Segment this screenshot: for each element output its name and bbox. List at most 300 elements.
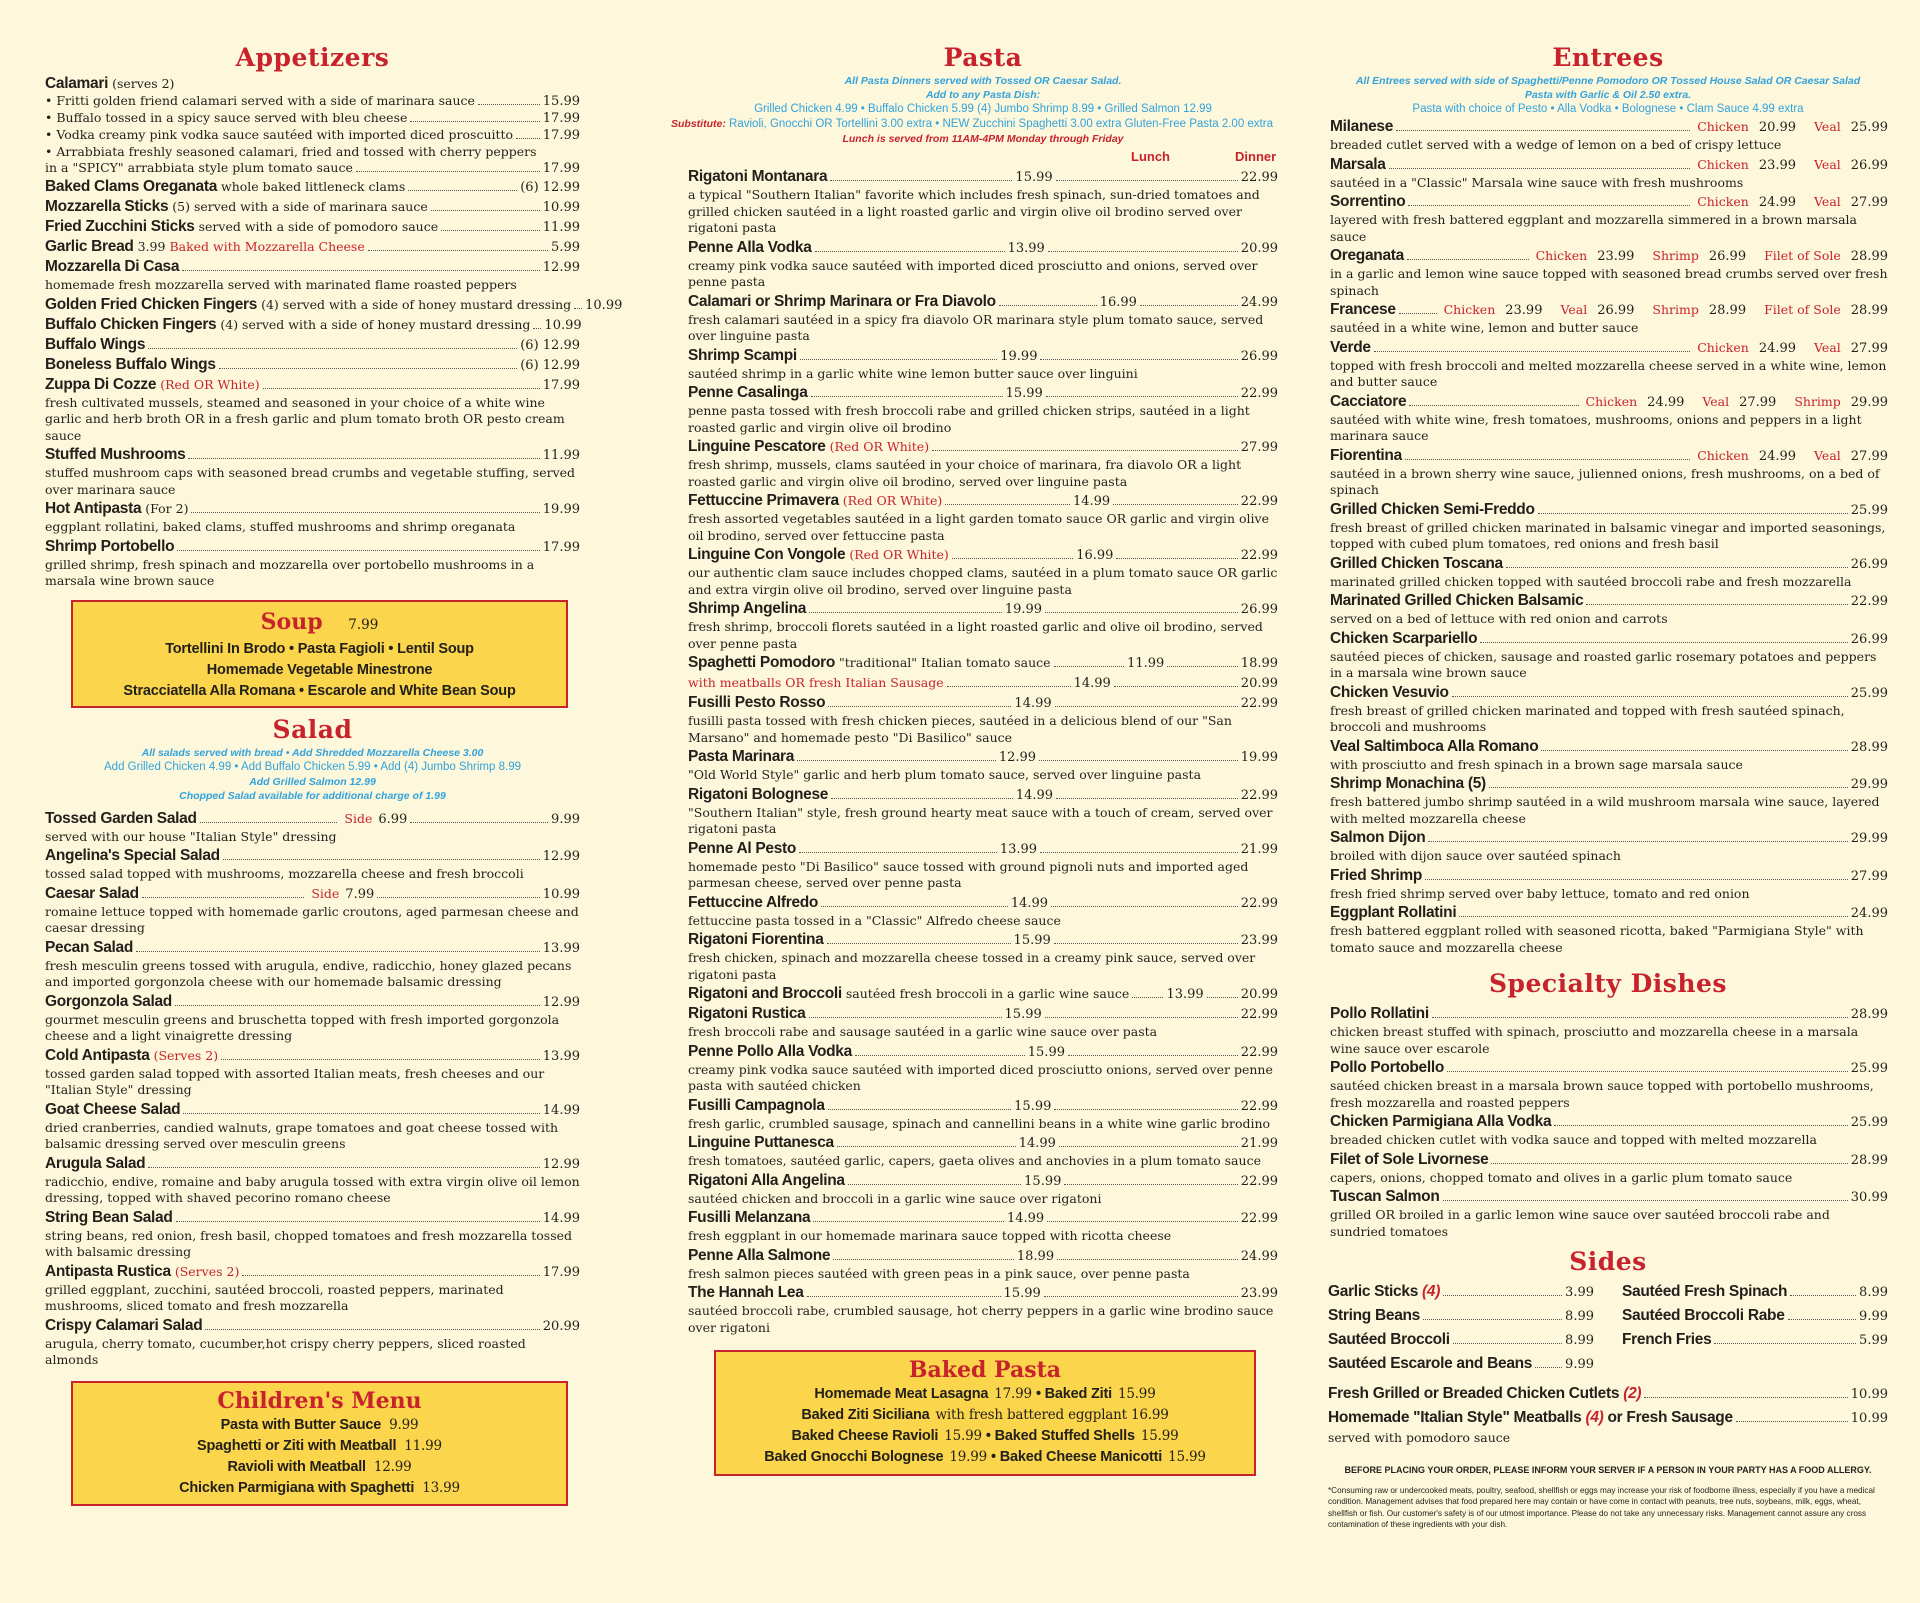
menu-item	[45, 217, 580, 237]
lunch-price: 18.99	[1016, 1248, 1055, 1264]
dot-leader	[833, 1259, 1014, 1260]
dinner-price: 24.99	[1240, 1248, 1278, 1264]
item-price: 15.99	[542, 94, 580, 109]
item-price: 26.99	[1850, 157, 1888, 173]
menu-item-row	[1330, 903, 1888, 923]
menu-item	[45, 884, 580, 937]
item-description: fettuccine pasta tossed in a "Classic" Alfredo cheese sauce	[688, 912, 1061, 928]
salad-note: All salads served with bread • Add Shredded Mozzarella Cheese 3.00	[141, 746, 484, 759]
menu-item-row	[45, 177, 580, 197]
item-name: Golden Fried Chicken Fingers	[45, 295, 258, 313]
lunch-price: 13.99	[1166, 987, 1204, 1002]
item-price: 26.99	[1850, 556, 1888, 572]
dot-leader	[1167, 666, 1238, 667]
dot-leader	[1491, 1163, 1847, 1164]
appetizers-title: Appetizers	[235, 43, 390, 72]
item-name: Gorgonzola Salad	[45, 992, 172, 1010]
dot-leader	[1374, 351, 1690, 352]
calamari-option	[45, 127, 580, 144]
menu-item-row	[688, 1246, 1278, 1266]
item-description: fresh breast of grilled chicken marinated and topped with fresh sautéed spinach, broccoli and mushrooms	[1330, 702, 1845, 734]
item-side-label: Side	[311, 885, 340, 901]
dot-leader	[1408, 205, 1690, 206]
item-description: served with pomodoro sauce	[1328, 1430, 1511, 1445]
item-name: Sautéed Fresh Spinach	[1622, 1283, 1788, 1300]
item-name: Homemade Meat Lasagna	[814, 1386, 989, 1402]
item-description: fresh breast of grilled chicken marinated in balsamic vinegar and imported seasonings, topped with cubed plum tomatoes, red onions and fresh basil	[1330, 519, 1886, 551]
menu-item	[688, 1133, 1278, 1170]
menu-item-row	[45, 355, 580, 375]
dinner-price: 22.99	[1240, 494, 1279, 509]
item-name: Buffalo Wings	[45, 335, 146, 353]
item-name: Pasta with Butter Sauce	[220, 1416, 382, 1433]
menu-item	[1330, 1058, 1888, 1111]
dot-leader	[1405, 459, 1690, 460]
protein-option: Chicken	[1697, 119, 1749, 134]
item-name: Baked Clams Oreganata	[45, 178, 218, 195]
dot-leader	[1048, 251, 1238, 252]
item-name: Fresh Grilled or Breaded Chicken Cutlets	[1328, 1385, 1620, 1402]
dot-leader	[176, 1221, 540, 1222]
item-name: Chicken Parmigiana with Spaghetti	[179, 1479, 415, 1496]
item-side-price: 7.99	[345, 886, 375, 902]
item-description: creamy pink vodka sauce sautéed with imported diced prosciutto and onions, served over penne pasta	[688, 257, 1258, 289]
menu-item-row	[688, 673, 1278, 693]
item-description: sautéed in a white wine, lemon and butter sauce	[1330, 320, 1639, 335]
menu-item	[688, 545, 1278, 598]
item-extra: served with a side of pomodoro sauce	[198, 219, 439, 234]
item-name: Chicken Parmigiana Alla Vodka	[1330, 1113, 1552, 1130]
menu-item-row	[688, 1133, 1278, 1153]
dot-leader	[831, 798, 1013, 799]
item-price: 29.99	[1850, 394, 1888, 410]
item-name: Spaghetti or Ziti with Meatball	[197, 1437, 397, 1454]
menu-item-row	[1330, 246, 1888, 266]
dinner-header: Dinner	[1235, 149, 1277, 164]
sides-extra	[1328, 1382, 1888, 1447]
calamari-option	[45, 110, 580, 127]
dot-leader	[148, 348, 517, 349]
menu-item	[1330, 155, 1888, 192]
menu-item-row	[45, 1100, 580, 1120]
item-name: Shrimp Scampi	[688, 346, 797, 364]
menu-item-row	[1330, 117, 1888, 137]
dinner-price: 22.99	[1240, 1098, 1278, 1114]
item-name-suffix: or Fresh Sausage	[1607, 1409, 1733, 1426]
menu-item-row	[45, 1154, 580, 1174]
pasta-title: Pasta	[943, 43, 1023, 72]
dinner-price: 21.99	[1240, 1136, 1279, 1151]
dot-leader	[574, 308, 582, 309]
item-description: fresh mesculin greens tossed with arugula, endive, radicchio, honey glazed pecans and imported gorgonzola cheese with our homemade balsamic dressing	[45, 957, 572, 989]
item-price: 17.99	[542, 111, 580, 126]
lunch-price: 15.99	[1003, 1286, 1041, 1301]
item-option: with meatballs OR fresh Italian Sausage	[688, 675, 944, 690]
option-text: • Arrabbiata freshly seasoned calamari, fried and tossed with cherry peppers	[45, 144, 537, 159]
menu-item-row	[45, 315, 580, 335]
menu-item	[1330, 554, 1888, 591]
dinner-price: 22.99	[1240, 1211, 1278, 1226]
entrees-list	[1328, 117, 1888, 956]
item-price: 14.99	[542, 1210, 580, 1226]
item-price: 28.99	[1850, 1007, 1888, 1022]
menu-item	[45, 992, 580, 1045]
menu-item-row	[1330, 1058, 1888, 1078]
protein-option: Shrimp	[1652, 302, 1699, 317]
item-description: fresh chicken, spinach and mozzarella cheese tossed in a creamy pink sauce, served over rigatoni pasta	[688, 950, 1256, 982]
dot-leader	[533, 328, 541, 329]
dot-leader	[182, 270, 540, 271]
item-description: homemade fresh mozzarella served with marinated flame roasted peppers	[45, 277, 517, 292]
item-name: Mozzarella Di Casa	[45, 258, 180, 275]
dot-leader	[1045, 1017, 1238, 1018]
dinner-price: 22.99	[1240, 1173, 1279, 1189]
lunch-price: 15.99	[1027, 1044, 1065, 1060]
item-price: 22.99	[1850, 594, 1888, 609]
item-description: fresh eggplant in our homemade marinara sauce topped with ricotta cheese	[688, 1228, 1172, 1243]
item-description: fresh shrimp, mussels, clams sautéed in your choice of marinara, fra diavolo OR a light roasted garlic and virgin olive oil brodino, served over linguine pasta	[688, 457, 1242, 489]
menu-item	[1330, 591, 1888, 628]
item-description: fresh fried shrimp served over baby lettuce, tomato and red onion	[1330, 885, 1750, 901]
dot-leader	[799, 852, 997, 853]
item-name: Sautéed Broccoli Rabe	[1622, 1307, 1785, 1324]
lunch-price: 14.99	[1014, 696, 1052, 711]
item-name: Garlic Sticks	[1328, 1283, 1419, 1300]
substitute-label: Substitute:	[671, 118, 726, 130]
item-name: Shrimp Angelina	[688, 600, 807, 617]
item-price: 26.99	[1850, 631, 1888, 647]
soup-line: Homemade Vegetable Minestrone	[206, 661, 433, 678]
item-name: Boneless Buffalo Wings	[45, 355, 216, 373]
entrees-note: All Entrees served with side of Spaghetti/Penne Pomodoro OR Tossed House Salad OR Caesar Salad	[1355, 75, 1861, 87]
dot-leader	[1480, 642, 1847, 643]
dot-leader	[815, 251, 1005, 252]
item-price: 15.99	[1168, 1449, 1206, 1465]
menu-item	[688, 167, 1278, 237]
item-name: Fettuccine Alfredo	[688, 893, 819, 911]
item-price: 10.99	[542, 200, 580, 215]
item-description: grilled OR broiled in a garlic lemon wine sauce over sautéed broccoli rabe and sundried tomatoes	[1330, 1207, 1830, 1239]
item-name: Filet of Sole Livornese	[1330, 1150, 1489, 1168]
menu-item	[688, 1208, 1278, 1245]
dot-leader	[1407, 259, 1529, 260]
side-item	[1622, 1328, 1888, 1352]
item-name: Verde	[1330, 338, 1371, 356]
item-name: Sorrentino	[1330, 193, 1406, 210]
item-price: 13.99	[542, 940, 580, 956]
menu-item	[688, 893, 1278, 930]
item-price: 8.99	[1565, 1333, 1594, 1348]
item-price: 28.99	[1850, 303, 1888, 318]
soup-header	[73, 608, 566, 639]
item-price: 11.99	[542, 448, 580, 463]
item-price: 17.99	[542, 1264, 580, 1280]
item-extra: (4) served with a side of honey mustard dressing	[220, 316, 531, 332]
item-name: Rigatoni and Broccoli	[688, 985, 842, 1002]
item-price: 17.99	[542, 128, 580, 143]
menu-item	[45, 335, 580, 355]
menu-item-row	[688, 984, 1278, 1004]
menu-item	[688, 346, 1278, 383]
item-name: Eggplant Rollatini	[1330, 904, 1457, 921]
item-description: broiled with dijon sauce over sautéed spinach	[1330, 848, 1621, 863]
menu-item	[688, 1042, 1278, 1095]
lunch-price: 14.99	[1072, 494, 1111, 509]
lunch-price: 14.99	[1015, 787, 1054, 803]
item-description: eggplant rollatini, baked clams, stuffed mushrooms and shrimp oreganata	[45, 519, 516, 534]
menu-item-row	[688, 930, 1278, 950]
menu-item-row	[688, 383, 1278, 403]
item-price: (6) 12.99	[520, 337, 580, 353]
item-name: • Baked Cheese Manicotti	[991, 1449, 1163, 1465]
item-description: grilled eggplant, zucchini, sautéed broccoli, roasted peppers, marinated mushrooms, sliced tomato and fresh mozzarella	[45, 1281, 504, 1313]
menu-item-row	[1330, 554, 1888, 574]
item-price: 24.99	[1850, 906, 1888, 921]
item-description: radicchio, endive, romaine and baby arugula tossed with extra virgin olive oil lemon dressing, topped with shaved pecorino romano cheese	[45, 1173, 580, 1205]
menu-item-row	[1330, 1004, 1888, 1024]
item-price: 17.99	[542, 377, 580, 393]
lunch-price: 19.99	[1000, 348, 1038, 364]
substitute-text: Ravioli, Gnocchi OR Tortellini 3.00 extra • NEW Zucchini Spaghetti 3.00 extra Gluten-Free Pasta 2.00 extra	[729, 118, 1273, 130]
item-name: Mozzarella Sticks	[45, 198, 169, 215]
menu-item-row	[688, 1208, 1278, 1228]
item-description: breaded cutlet served with a wedge of lemon on a bed of crispy lettuce	[1330, 137, 1782, 152]
item-price: 12.99	[373, 1458, 412, 1475]
item-price: 11.99	[404, 1437, 442, 1454]
column-center	[671, 42, 1279, 1476]
dot-leader	[1428, 841, 1847, 842]
menu-item-row	[688, 653, 1278, 673]
appetizers-list	[45, 74, 623, 590]
salad-note: Chopped Salad available for additional charge of 1.99	[179, 789, 446, 802]
menu-item	[1330, 683, 1888, 736]
item-name: Angelina's Special Salad	[45, 847, 220, 864]
dinner-price: 26.99	[1240, 348, 1278, 364]
item-price: 9.99	[551, 811, 580, 827]
calamari-option	[45, 144, 580, 160]
dot-leader	[188, 458, 539, 459]
menu-item-row	[688, 839, 1278, 859]
dot-leader	[821, 906, 1008, 907]
dot-leader	[1423, 1319, 1562, 1320]
item-price: 13.99	[542, 1048, 580, 1064]
item-name: String Bean Salad	[45, 1208, 173, 1226]
item-price: 10.99	[1850, 1411, 1888, 1426]
item-name: Cold Antipasta	[45, 1046, 150, 1064]
dot-leader	[1535, 1367, 1562, 1368]
dot-leader	[408, 190, 517, 191]
menu-item-row	[45, 809, 580, 829]
dot-leader	[136, 951, 540, 952]
item-name: Shrimp Portobello	[45, 537, 175, 555]
item-option: (Red OR White)	[849, 547, 949, 562]
dot-leader	[368, 250, 548, 251]
item-price: 28.99	[1850, 249, 1888, 264]
dot-leader	[1644, 1397, 1848, 1398]
menu-item	[45, 1208, 580, 1261]
item-price: 24.99	[1758, 195, 1797, 210]
item-extra: (5) served with a side of marinara sauce	[172, 199, 428, 214]
dot-leader	[1059, 1146, 1238, 1147]
salad-title: Salad	[272, 714, 353, 744]
menu-item	[1330, 774, 1888, 827]
menu-item	[45, 237, 580, 257]
dinner-price: 23.99	[1240, 1286, 1278, 1301]
dot-leader	[1056, 180, 1238, 181]
item-description: dried cranberries, candied walnuts, grape tomatoes and goat cheese tossed with balsamic dressing served over mesculin greens	[45, 1119, 559, 1151]
item-extra: sautéed fresh broccoli in a garlic wine sauce	[845, 986, 1130, 1001]
item-name: Chicken Vesuvio	[1330, 683, 1449, 701]
protein-option: Veal	[1560, 302, 1588, 317]
lunch-price: 14.99	[1010, 895, 1049, 911]
side-item	[1328, 1328, 1594, 1352]
entrees-title: Entrees	[1552, 43, 1664, 72]
item-name: Grilled Chicken Semi-Freddo	[1330, 500, 1535, 518]
baked-pasta-list	[716, 1384, 1254, 1468]
menu-item-row	[45, 237, 580, 257]
item-name: Grilled Chicken Toscana	[1330, 554, 1503, 572]
item-price: 9.99	[1565, 1357, 1594, 1372]
dot-leader	[828, 1109, 1011, 1110]
menu-item	[688, 693, 1278, 746]
menu-item-row	[688, 1283, 1278, 1303]
side-item	[1328, 1406, 1888, 1430]
pasta-note: Add to any Pasta Dish:	[925, 89, 1041, 101]
item-description: gourmet mesculin greens and bruschetta topped with fresh imported gorgonzola cheese and a light vinaigrette dressing	[45, 1011, 560, 1043]
baked-pasta-line	[716, 1405, 1254, 1426]
dot-leader	[1714, 1343, 1856, 1344]
menu-item	[1330, 1150, 1888, 1187]
item-price: 29.99	[1850, 831, 1888, 846]
side-item	[1328, 1280, 1594, 1304]
salad-note: Add Grilled Chicken 4.99 • Add Buffalo Chicken 5.99 • Add (4) Jumbo Shrimp 8.99	[104, 760, 521, 773]
item-name: Linguine Puttanesca	[688, 1134, 834, 1151]
dot-leader	[205, 1329, 539, 1330]
menu-item	[45, 1100, 580, 1153]
menu-item-row	[1330, 446, 1888, 466]
item-description: capers, onions, chopped tomato and olives in a garlic plum tomato sauce	[1330, 1169, 1793, 1185]
dot-leader	[175, 1005, 540, 1006]
item-name: Chicken Scarpariello	[1330, 629, 1478, 647]
dot-leader	[1054, 666, 1125, 667]
dinner-price: 22.99	[1240, 895, 1279, 911]
item-name: Spaghetti Pomodoro	[688, 654, 836, 671]
menu-item	[688, 785, 1278, 838]
menu-item	[45, 295, 623, 315]
menu-item	[45, 809, 580, 846]
menu-item	[688, 747, 1278, 784]
dot-leader	[1736, 1421, 1848, 1422]
lunch-price: 14.99	[1073, 676, 1111, 691]
menu-item-row	[1330, 1150, 1888, 1170]
item-quantity: (2)	[1623, 1385, 1642, 1402]
dot-leader	[1425, 879, 1848, 880]
item-price: 25.99	[1850, 120, 1888, 135]
menu-item-row	[45, 1208, 580, 1228]
dot-leader	[1046, 396, 1238, 397]
protein-option: Veal	[1814, 156, 1841, 172]
option-text: • Buffalo tossed in a spicy sauce served with bleu cheese	[45, 110, 408, 125]
menu-item-row	[1330, 1187, 1888, 1207]
item-name: Fusilli Campagnola	[688, 1096, 825, 1114]
health-disclaimer: *Consuming raw or undercooked meats, poultry, seafood, shellfish or eggs may increase your risk of foodborne illness, especially if you have a medical condition. Management advises that food prepared here may contain or have come in contact with peanuts, tree nuts, soybeans, milk, eggs, wheat, shellfish or fish. Our customer's safety is of our utmost importance. Please do not take any unnecessary risks. Management cannot assure any cross contamination of these ingredients with your dish.	[1328, 1485, 1875, 1529]
item-description: in a garlic and lemon wine sauce topped with seasoned bread crumbs served over fresh spinach	[1330, 266, 1888, 298]
menu-item	[688, 491, 1278, 544]
item-price: 8.99	[1859, 1285, 1888, 1300]
item-description: chicken breast stuffed with spinach, prosciutto and mozzarella cheese in a marsala wine sauce over escarole	[1330, 1024, 1859, 1056]
item-name: Veal Saltimboca Alla Romano	[1330, 737, 1539, 755]
side-item	[1622, 1280, 1888, 1304]
item-name: Baked Cheese Ravioli	[791, 1428, 939, 1444]
item-name: Calamari or Shrimp Marinara or Fra Diavolo	[688, 292, 996, 310]
dot-leader	[1114, 686, 1238, 687]
item-name: Garlic Bread	[45, 238, 134, 255]
menu-item	[45, 846, 580, 883]
menu-item-row	[1330, 683, 1888, 703]
menu-item-row	[688, 238, 1278, 258]
item-name: Fusilli Melanzana	[688, 1209, 811, 1226]
menu-item	[688, 1171, 1278, 1208]
dot-leader	[827, 943, 1011, 944]
item-price: 15.99	[1117, 1386, 1156, 1402]
item-price: 17.99	[542, 161, 580, 176]
menu-item	[1330, 192, 1888, 245]
item-name: Marinated Grilled Chicken Balsamic	[1330, 592, 1584, 609]
item-side-price: 6.99	[378, 811, 408, 827]
protein-option: Veal	[1702, 393, 1730, 409]
menu-item	[45, 1046, 580, 1099]
item-name: Caesar Salad	[45, 884, 139, 902]
item-price: 26.99	[1708, 249, 1747, 264]
item-description: served on a bed of lettuce with red onion and carrots	[1330, 611, 1668, 626]
item-option: (Red OR White)	[160, 376, 260, 392]
menu-item-row	[45, 992, 580, 1012]
baked-pasta-box	[714, 1350, 1256, 1476]
dot-leader	[1207, 997, 1238, 998]
menu-item	[1330, 1112, 1888, 1149]
side-item	[1622, 1304, 1888, 1328]
menu-item	[1330, 117, 1888, 154]
menu-item-row	[45, 335, 580, 355]
item-price: 12.99	[542, 849, 580, 864]
dot-leader	[813, 1221, 1004, 1222]
dot-leader	[1459, 916, 1847, 917]
dot-leader	[828, 706, 1011, 707]
item-name: Baked Gnocchi Bolognese	[764, 1449, 944, 1465]
lunch-hours-note: Lunch is served from 11AM-4PM Monday through Friday	[842, 133, 1124, 145]
item-price: 27.99	[1739, 394, 1777, 410]
menu-item-row	[1330, 591, 1888, 611]
lunch-price: 15.99	[1004, 1007, 1042, 1022]
item-description: creamy pink vodka sauce sautéed with imported diced prosciutto onions, served over penne pasta with sautéed chicken	[688, 1061, 1273, 1093]
item-price: 14.99	[542, 1102, 580, 1118]
menu-item-row	[1330, 192, 1888, 212]
item-description: sautéed chicken breast in a marsala brown sauce topped with portobello mushrooms, fresh mozzarella and roasted peppers	[1330, 1078, 1874, 1110]
dot-leader	[1453, 1343, 1562, 1344]
item-description: sautéed with white wine, fresh tomatoes, mushrooms, onions and peppers in a light marinara sauce	[1330, 411, 1862, 443]
dot-leader	[952, 558, 1073, 559]
item-name: String Beans	[1328, 1307, 1421, 1324]
dot-leader	[516, 138, 540, 139]
menu-item	[1330, 500, 1888, 553]
dot-leader	[1443, 1295, 1562, 1296]
menu-item-row	[45, 1262, 580, 1282]
item-price: (6) 12.99	[520, 180, 580, 195]
protein-option: Shrimp	[1794, 393, 1841, 409]
protein-option: Chicken	[1697, 194, 1749, 209]
lunch-price: 15.99	[1024, 1173, 1062, 1189]
menu-item-row	[688, 346, 1278, 366]
